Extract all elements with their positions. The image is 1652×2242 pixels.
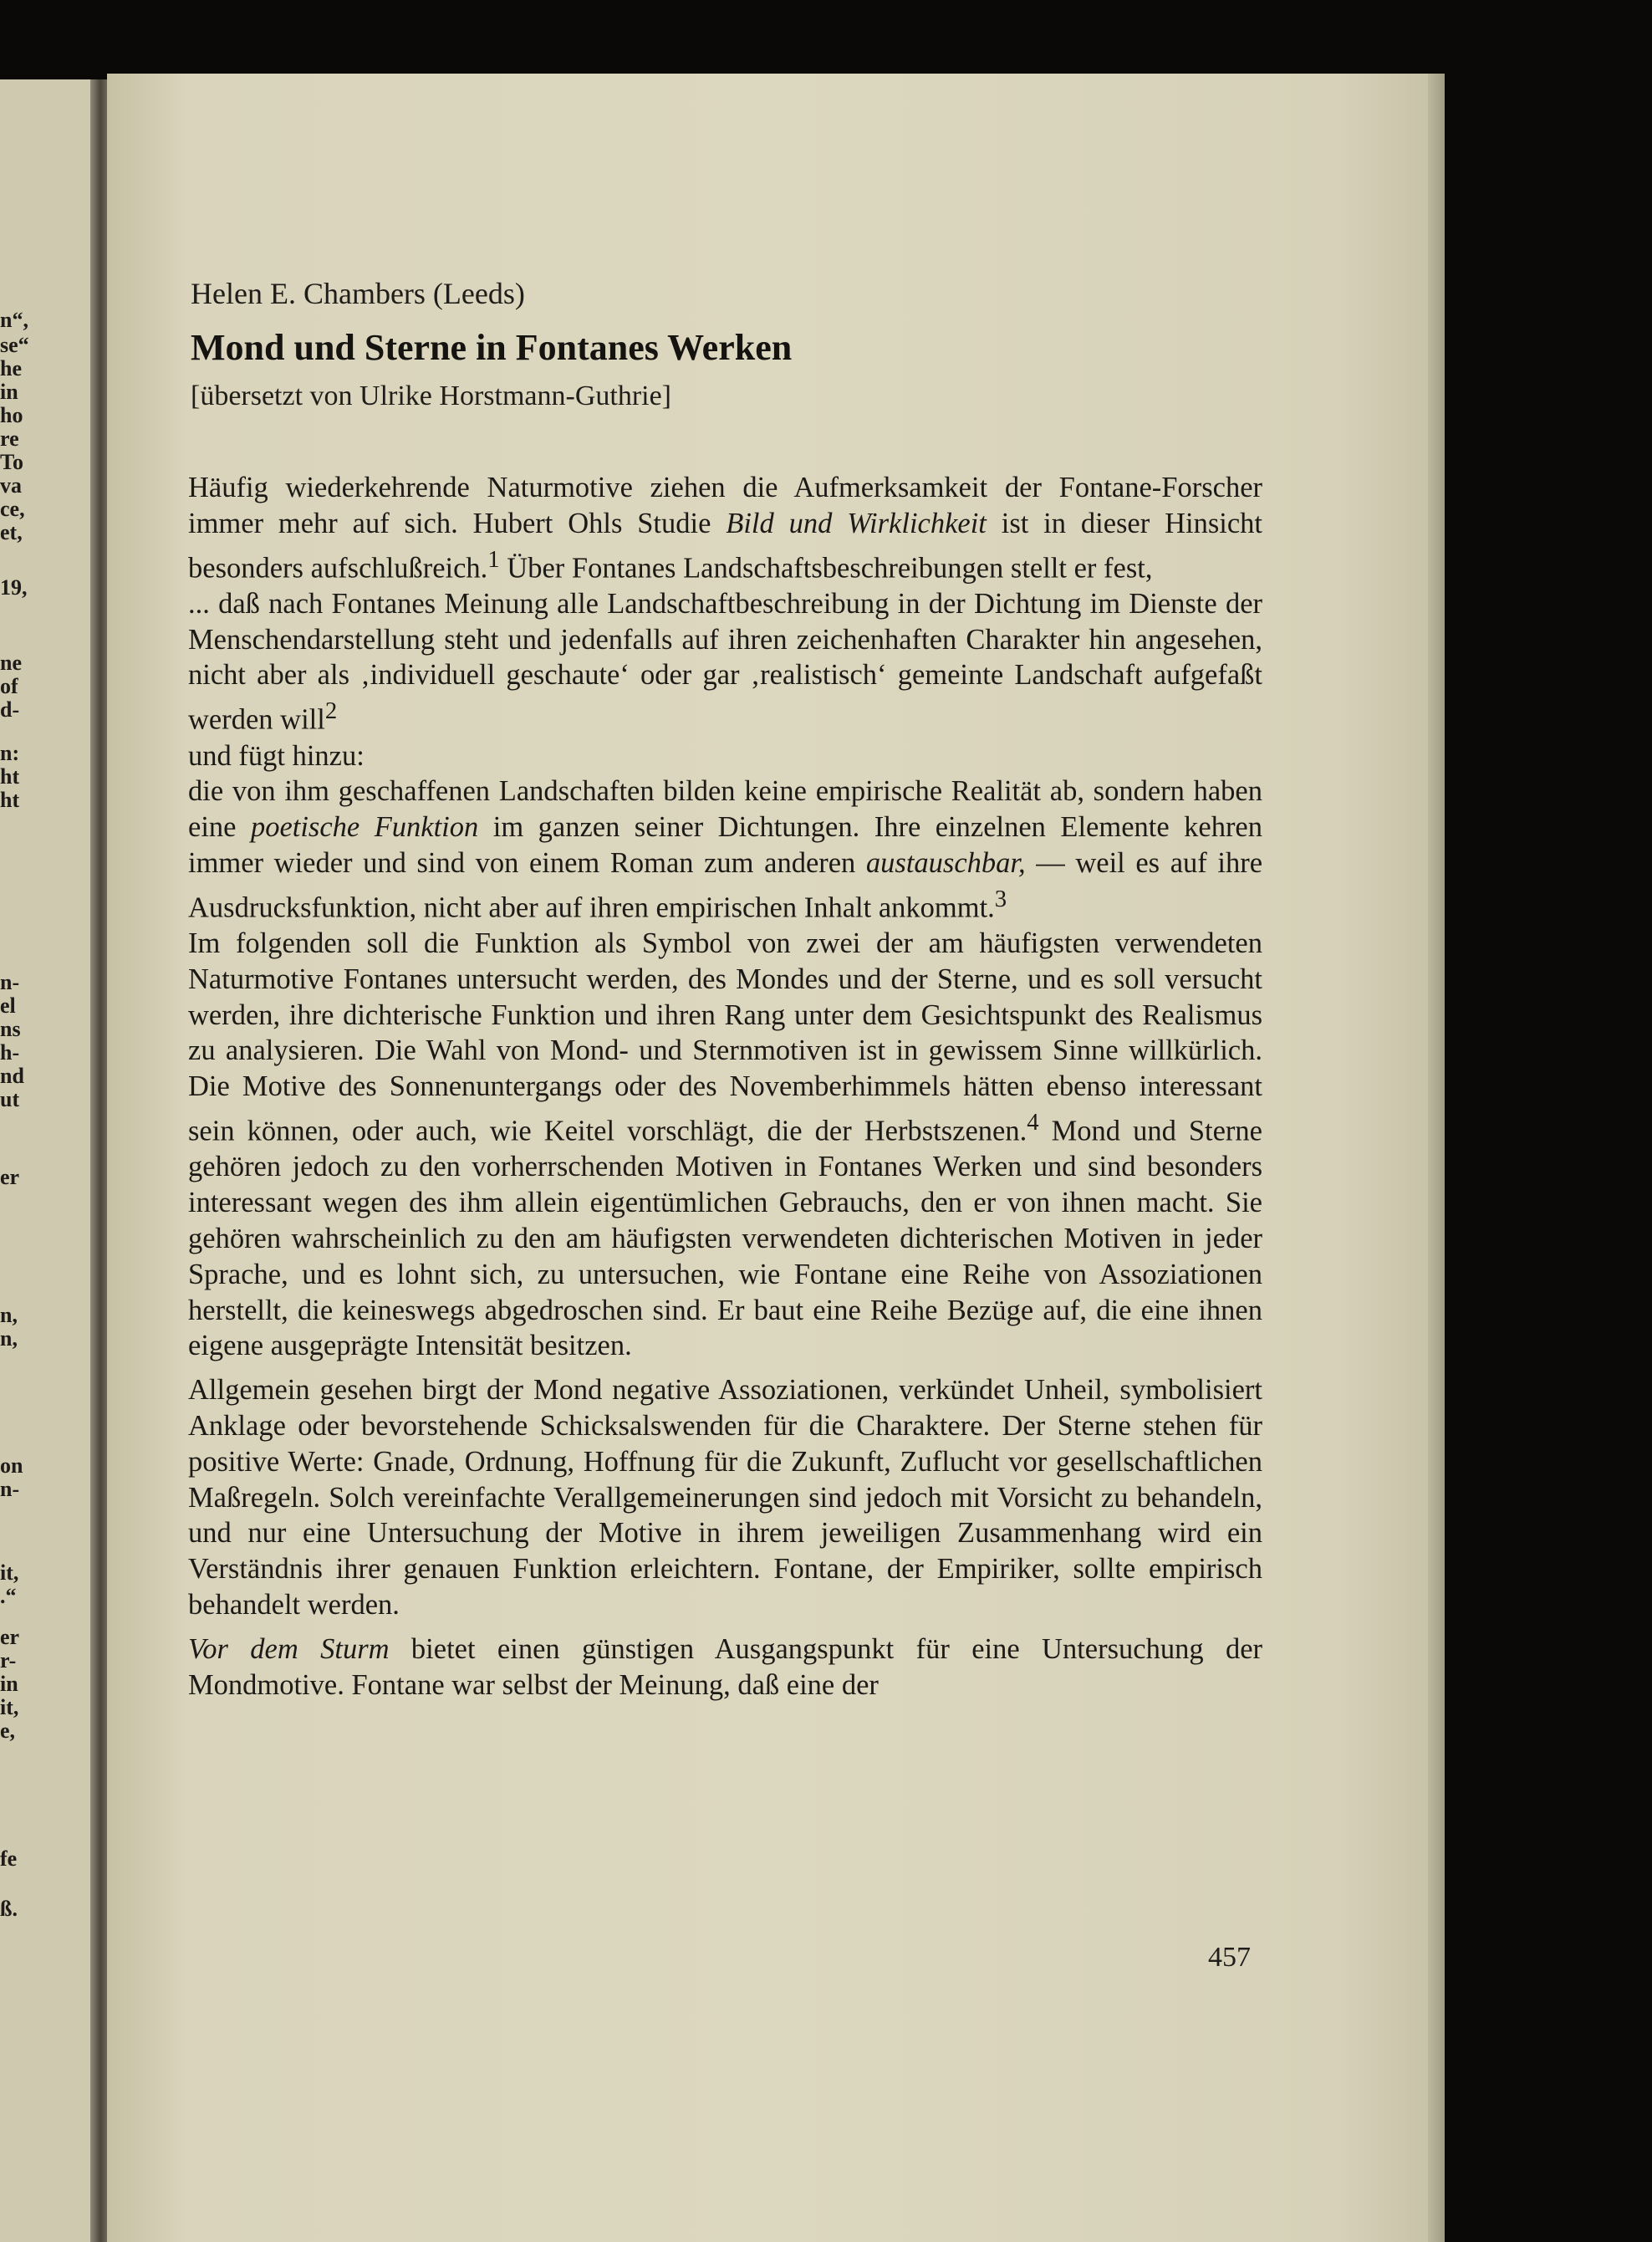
facing-page-text-fragment: er [0, 1625, 20, 1649]
facing-page-text-fragment: va [0, 473, 22, 498]
facing-page-text-fragment: ns [0, 1017, 21, 1041]
facing-page-text-fragment: ß. [0, 1897, 18, 1921]
facing-page-text-fragment: To [0, 450, 23, 474]
facing-page-text-fragment: ht [0, 788, 20, 812]
facing-page-text-fragment: n“, [0, 308, 28, 332]
block-quote-ohl-2: die von ihm geschaffenen Landschaften bilden keine empirische Realität ab, sondern haben eine poetische Funktion im ganzen seiner Dichtungen. Ihre einzelnen Elemente kehren immer wieder und sind von einem Roman zum anderen austauschbar, — weil es auf ihre Ausdrucksfunktion, nicht aber auf ihren empirischen Inhalt ankommt.$^3$ [188, 775, 1263, 924]
facing-page-text-fragment: 19, [0, 575, 28, 600]
translator-note: [übersetzt von Ulrike Horstmann-Guthrie] [191, 380, 671, 411]
paragraph-vor-dem-sturm: Vor dem Sturm bietet einen günstigen Ausgangspunkt für eine Untersuchung der Mondmotive. Fontane war selbst der Meinung, daß eine der [188, 1632, 1262, 1701]
facing-page-text-fragment: et, [0, 520, 23, 544]
facing-page-text-fragment: he [0, 356, 22, 380]
footnote-ref: 2 [324, 697, 338, 725]
facing-page-text-fragment: it, [0, 1695, 19, 1719]
facing-page-text-fragment: n- [0, 970, 20, 994]
article-author: Helen E. Chambers (Leeds) [191, 277, 525, 310]
facing-page-text-fragment: n, [0, 1326, 18, 1351]
facing-page-text-fragment: ce, [0, 497, 25, 521]
facing-page-text-fragment: ut [0, 1087, 20, 1111]
facing-page-text-fragment: h- [0, 1040, 20, 1065]
article-body [188, 470, 1262, 1703]
facing-page-text-fragment: se“ [0, 333, 29, 357]
facing-page-text-fragment: d- [0, 697, 20, 722]
facing-page-text-fragment: in [0, 380, 18, 404]
connector-text: und fügt hinzu: [188, 739, 365, 772]
facing-page-text-fragment: ht [0, 764, 20, 789]
facing-page-text-fragment: el [0, 993, 16, 1018]
facing-page-text-fragment: it, [0, 1560, 19, 1585]
facing-page-text-fragment: n, [0, 1303, 18, 1327]
paragraph-functions: Im folgenden soll die Funktion als Symbol von zwei der am häufigsten verwendeten Naturmotive Fontanes untersucht werden, des Mondes und der Sterne, und es soll versucht werden, ihre dichterische Funktion und ihren Rang unter dem Gesichtspunkt des Realismus zu analysieren. Die Wahl von Mond- und Sternmotiven ist in gewissem Sinne willkürlich. Die Motive des Sonnenuntergangs oder des Novemberhimmels hätten ebenso interessant sein können, oder auch, wie Keitel vorschlägt, die der Herbstszenen.$^4$ Mond und Sterne gehören jedoch zu den vorherrschenden Motiven in Fontanes Werken und sind besonders interessant wegen des ihm allein eigentümlichen Gebrauchs, den er von ihnen macht. Sie gehören wahrscheinlich zu den am häufigsten verwendeten dichterischen Motiven in jeder Sprache, und es lohnt sich, zu untersuchen, wie Fontane eine Reihe von Assoziationen herstellt, die keineswegs abgedroschen sind. Er baut eine Reihe Bezüge auf, die eine ihnen eigene ausgeprägte Intensität besitzen. [188, 927, 1262, 1362]
footnote-ref: 1 [487, 545, 500, 573]
facing-page-text-fragment: on [0, 1453, 23, 1478]
facing-page-text-fragment: re [0, 426, 19, 451]
footnote-ref: 3 [994, 885, 1007, 912]
page-number: 457 [1208, 1942, 1251, 1973]
article-title: Mond und Sterne in Fontanes Werken [191, 327, 793, 368]
facing-page-text-fragment: e, [0, 1719, 16, 1743]
facing-page-text-fragment: of [0, 674, 18, 698]
paragraph-associations: Allgemein gesehen birgt der Mond negative Assoziationen, verkündet Unheil, symbolisiert Anklage oder bevorstehende Schicksalswenden für die Charaktere. Der Sterne stehen für positive Werte: Gnade, Ordnung, Hoffnung für die Zukunft, Zuflucht vor gesellschaftlichen Maßregeln. Solch vereinfachte Verallgemeinerungen sind jedoch mit Vorsicht zu behandeln, und nur eine Untersuchung der Motive in ihrem jeweiligen Zusammenhang wird ein Verständnis ihrer genauen Funktion erleichtern. Fontane, der Empiriker, sollte empirisch behandelt werden. [188, 1374, 1262, 1621]
page-edge [1428, 74, 1445, 2242]
facing-page-text-fragment: ho [0, 403, 23, 427]
facing-page-text-fragment: ne [0, 651, 22, 675]
facing-page-text-fragment: .“ [0, 1584, 17, 1608]
facing-page-text-fragment: er [0, 1165, 20, 1189]
facing-page-text-fragment: n- [0, 1477, 20, 1501]
block-quote-ohl-1: ... daß nach Fontanes Meinung alle Landschaftbeschreibung in der Dichtung im Dienste der Menschendarstellung steht und jedenfalls auf ihren zeichenhaften Charakter hin angesehen, nicht aber als ‚individuell geschaute‘ oder gar ‚realistisch‘ gemeinte Landschaft aufgefaßt werden will$^2$ [188, 587, 1262, 736]
facing-page-fragment [0, 79, 99, 2242]
paragraph-intro: Häufig wiederkehrende Naturmotive ziehen die Aufmerksamkeit der Fontane-Forscher immer mehr auf sich. Hubert Ohls Studie Bild und Wirklichkeit ist in dieser Hinsicht besonders aufschlußreich.$^1$ Über Fontanes Landschaftsbeschreibungen stellt er fest, [188, 472, 1262, 585]
facing-page-text-fragment: n: [0, 741, 20, 765]
facing-page-text-fragment: fe [0, 1846, 18, 1871]
facing-page-text-fragment: r- [0, 1648, 17, 1673]
facing-page-text-fragment: nd [0, 1064, 24, 1088]
facing-page-text-fragment: in [0, 1672, 18, 1696]
footnote-ref: 4 [1027, 1109, 1039, 1136]
